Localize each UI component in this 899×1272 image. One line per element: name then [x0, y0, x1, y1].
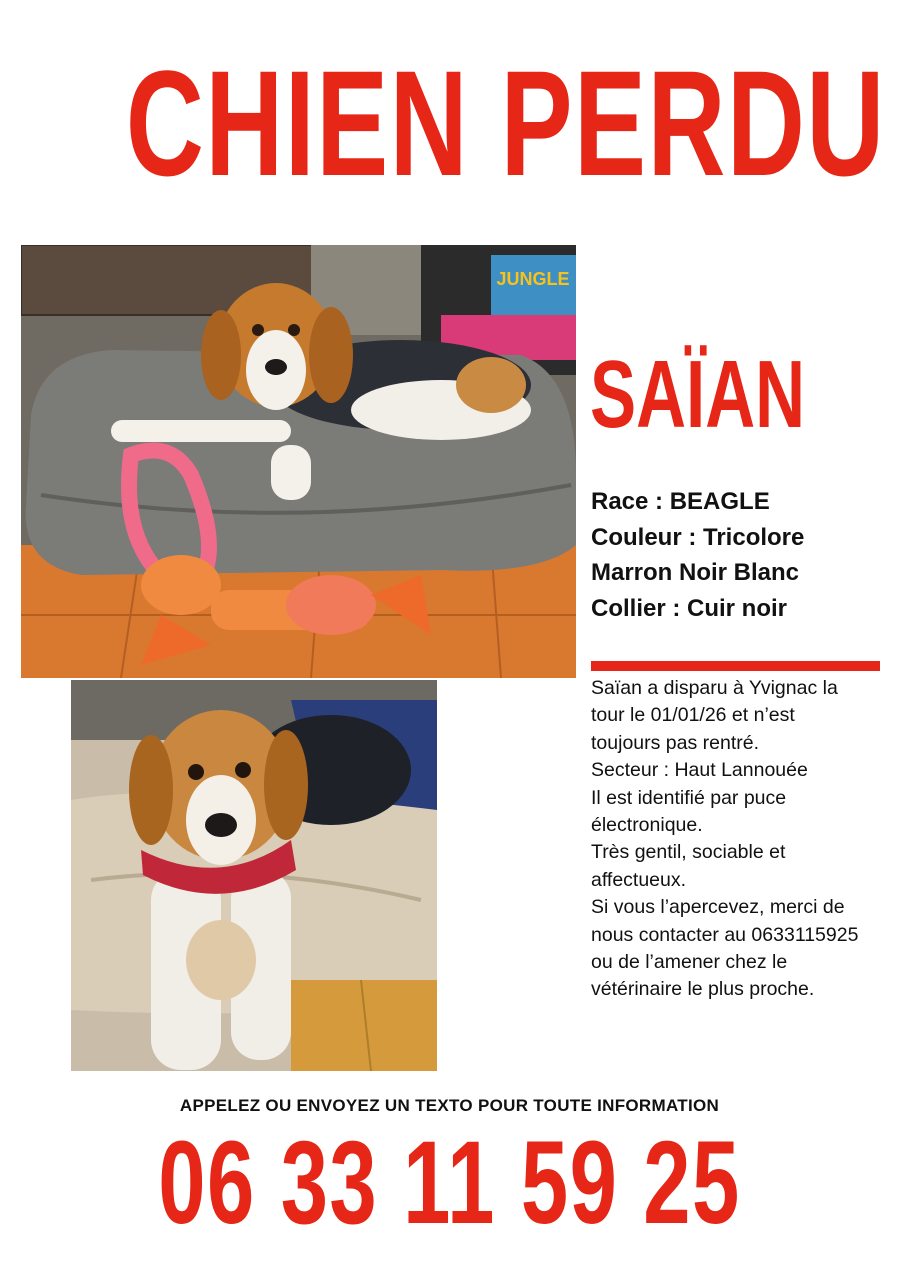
dog-photo-blanket [71, 680, 437, 1071]
description-line: Il est identifié par puce [591, 786, 787, 809]
call-to-action: APPELEZ OU ENVOYEZ UN TEXTO POUR TOUTE INFORMATION [179, 1096, 720, 1115]
dog-photo-cushion [21, 245, 576, 678]
description-line: nous contacter au 0633115925 [591, 923, 859, 946]
description-line: vétérinaire le plus proche. [591, 978, 815, 1001]
description-line: affectueux. [591, 868, 687, 891]
detail-collar: Collier : Cuir noir [591, 594, 788, 622]
detail-color-desc: Marron Noir Blanc [591, 559, 800, 586]
description-line: tour le 01/01/26 et n’est [591, 704, 795, 727]
dog-details [591, 484, 891, 626]
description-line: ou de l’amener chez le [591, 951, 788, 974]
description-line: électronique. [591, 814, 703, 837]
dog-name: SAÏAN [590, 341, 806, 448]
detail-color: Couleur : Tricolore [591, 523, 805, 551]
description-line: Si vous l’apercevez, merci de [591, 896, 845, 919]
detail-breed: Race : BEAGLE [591, 488, 770, 515]
svg-text:JUNGLE: JUNGLE [496, 269, 570, 289]
description-line: Très gentil, sociable et [591, 841, 786, 864]
poster-title: CHIEN PERDU [125, 39, 886, 207]
description-line: Secteur : Haut Lannouée [591, 759, 808, 782]
divider-line [591, 661, 880, 671]
description [591, 675, 891, 1004]
description-line: Saïan a disparu à Yvignac la [591, 677, 838, 699]
phone-number: 06 33 11 59 25 [158, 1117, 741, 1249]
description-line: toujours pas rentré. [591, 731, 760, 754]
